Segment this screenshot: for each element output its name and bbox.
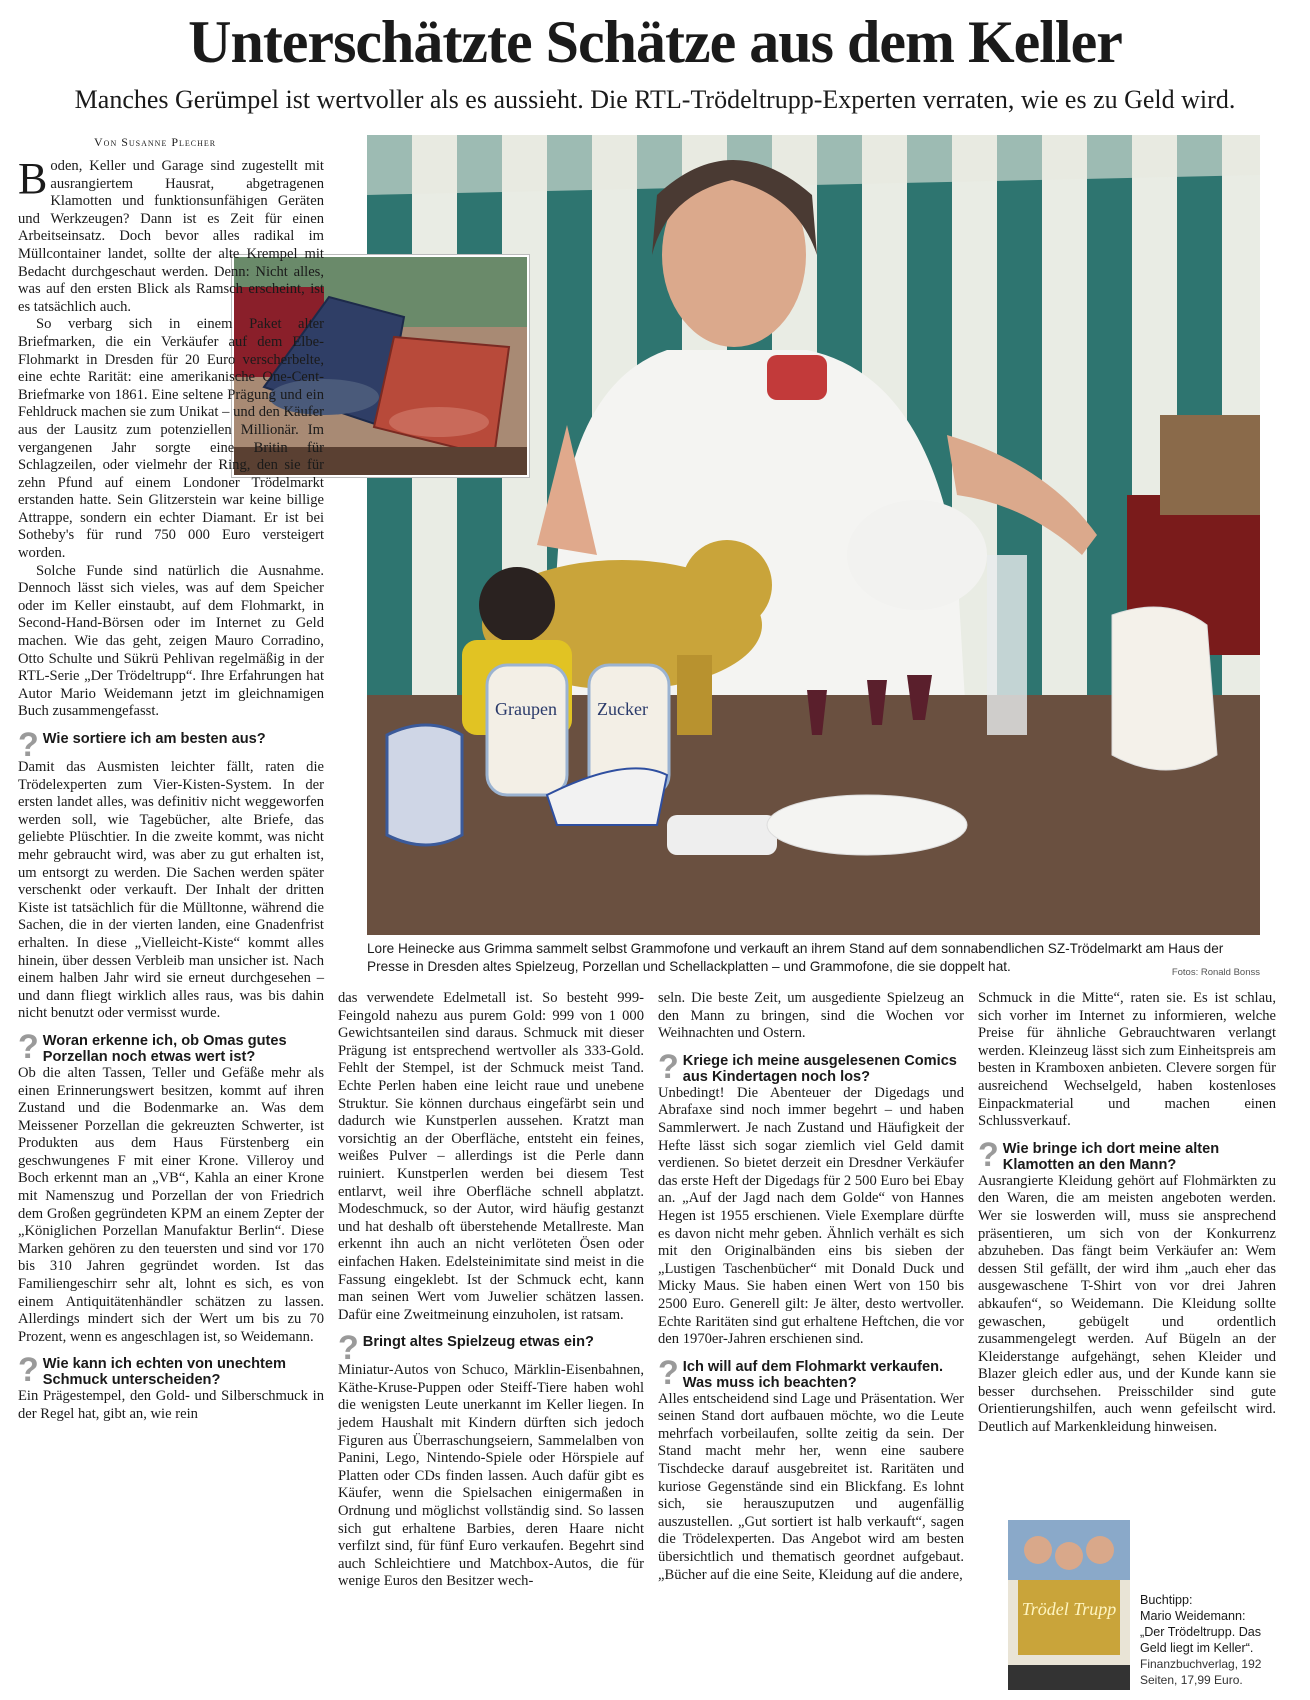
intro-paragraph-3: Solche Funde sind natürlich die Ausnahme. Dennoch lässt sich vieles, was auf dem Speicher oder im Keller einstaubt, auf dem Flohmarkt, in Second-Hand-Börsen oder im Internet zu Geld machen. Wie das geht, zeigen Mauro Corradino, Otto Schulte und Sükrü Pehlivan regelmäßig in der RTL-Serie „Der Trödeltrupp“. Ihre Erfahrungen hat Autor Mario Weidemann jetzt im gleichnamigen Buch zusammengefasst. — [18, 562, 324, 720]
question-6-title: Ich will auf dem Flohmarkt verkaufen. Was muss ich beachten? — [682, 1358, 944, 1391]
photo-credit: Fotos: Ronald Bonss — [1171, 967, 1260, 978]
book-cover-illustration — [1008, 1520, 1130, 1690]
book-tip-author: Mario Weidemann: — [1140, 1609, 1246, 1623]
question-4-title: Bringt altes Spielzeug etwas ein? — [362, 1334, 594, 1351]
question-7 — [978, 1135, 1276, 1174]
drop-cap: B — [18, 154, 48, 203]
column-4-text: Schmuck in die Mitte“, raten sie. Es ist schlau, sich vorher im Internet zu informieren, welche Preise für ähnliche Gebrauchtwaren verlangt werden. Kleinzeug lässt sich zum Einheitspreis am besten in Kramboxen anbieten. Clevere sorgen für ausreichend Wechselgeld, haben kostenloses Einpackmaterial und machen einen Schlussverkauf. — [978, 990, 1276, 1130]
answer-2: Ob die alten Tassen, Teller und Gefäße mehr als einen Erinnerungswert besitzen, kommt auf ihren Zustand und die Bodenmarke an. Was dem Meissener Porzellan die gekreuzten Schwerter, ist Produkten aus dem Haus Fürstenberg ein geschwungenes F mit einer Krone. Villeroy und Boch erkennt man an „VB“, Kahla an einer Krone mit Namenszug und Porzellan der von Friedrich dem Großen gegründeten KPM an einem Zepter der „Königlichen Porzellan Manufaktur Berlin“. Diese Marken gehören zu den teuersten und sind vor 170 bis 310 Jahren gegründet worden. Ist das Familiengeschirr sehr alt, lohnt es sich, es von einem Antiquitätenhändler schätzen zu lassen. Allerdings mindert sich der Wert um bis zu 70 Prozent, wenn es angeschlagen ist, so Weidemann. — [18, 1064, 324, 1345]
book-tip-book: „Der Trödeltrupp. Das Geld liegt im Keller“. — [1140, 1625, 1262, 1655]
column-2 — [338, 990, 644, 1591]
caption-text: Lore Heinecke aus Grimma sammelt selbst Grammofone und verkauft an ihrem Stand auf dem sonnabendlichen SZ-Trödelmarkt am Haus der Presse in Dresden altes Spielzeug, Porzellan und Schellackplatten – und Grammofone, die sie doppelt hat. — [367, 941, 1224, 974]
question-mark-icon: ? — [658, 1353, 679, 1392]
question-5-title: Kriege ich meine ausgelesenen Comics aus Kindertagen noch los? — [682, 1052, 957, 1085]
question-mark-icon: ? — [658, 1047, 679, 1086]
question-2-title: Woran erkenne ich, ob Omas gutes Porzellan noch etwas wert ist? — [42, 1032, 287, 1065]
question-2 — [18, 1027, 324, 1066]
column-2-text: das verwendete Edelmetall ist. So besteht 999-Feingold nahezu aus purem Gold: 999 von 1 000 Gewichtsanteilen sind daraus. Schmuck mit dieser Prägung ist entsprechend wertvoller als 333-Gold. Fehlt der Stempel, ist der Schmuck meist Tand. Echte Perlen haben eine leicht raue und unebene Struktur. Sie können durchaus eingefärbt sein und dadurch wie Kunstperlen aussehen. Kratzt man vorsichtig an der Oberfläche, entsteht ein feines, weißes Pulver – allerdings ist die Perle dann ruiniert. Kunstperlen werden bei diesem Test entlarvt, weil ihre Oberfläche schnell abplatzt. Modeschmuck, so der Autor, wird häufig gestanzt und hat deshalb oft überstehende Metallreste. Man erkennt ihn auch an nicht verlöteten Ösen oder einfachen Haken. Edelsteinimitate sind meist in die Fassung eingeklebt. Ist der Schmuck echt, kann man seinen Wert vom Juwelier schätzen lassen. Dafür eine Zweitmeinung einzuholen, ist ratsam. — [338, 990, 644, 1323]
book-tip — [1140, 1592, 1265, 1688]
question-1 — [18, 726, 324, 764]
subheadline: Manches Gerümpel ist wertvoller als es aussieht. Die RTL-Trödeltrupp-Experten verraten, wie es zu Geld wird. — [74, 85, 1236, 114]
question-5 — [658, 1047, 964, 1086]
author-byline: Von Susanne Plecher — [94, 135, 217, 149]
book-title-art: Trödel Trupp — [1021, 1599, 1117, 1619]
book-cover-image — [1008, 1520, 1130, 1690]
book-tip-publisher: Finanzbuchverlag, 192 Seiten, 17,99 Euro. — [1140, 1657, 1262, 1687]
photo-caption — [367, 940, 1260, 982]
question-mark-icon: ? — [18, 1351, 39, 1390]
question-1-title: Wie sortiere ich am besten aus? — [42, 731, 266, 747]
intro-paragraph-1 — [18, 154, 324, 316]
answer-1: Damit das Ausmisten leichter fällt, raten die Trödelexperten zum Vier-Kisten-System. In der ersten landet alles, was definitiv nicht weggeworfen werden soll, wie Tagebücher, alte Briefe, das geliebte Plüschtier. In die zweite kommt, was nicht mehr gebraucht wird, was aber zu gut erhalten ist, um entsorgt zu werden. Die Sachen werden später verschenkt oder verkauft. Der Inhalt der dritten Kiste ist tatsächlich für die Mülltonne, während die Sachen, die in der vierten landen, eine Gnadenfrist erhalten. In diese „Vielleicht-Kiste“ kommt alles hinein, über dessen Verbleib man unsicher ist. Nach einem halben Jahr wird sie erneut durchgesehen – und dann fliegt wirklich alles raus, was bis dahin nicht benutzt oder vermisst wurde. — [18, 759, 324, 1022]
question-7-title: Wie bringe ich dort meine alten Klamotten an den Mann? — [1002, 1140, 1220, 1173]
intro-p1-text: oden, Keller und Garage sind zugestellt mit ausrangiertem Hausrat, abgetragenen Klamotten und funktionsunfähigen Geräten und Werkzeugen? Dann ist es Zeit für einen Arbeitseinsatz. Doch bevor alles radikal im Müllcontainer landet, sollte der alte Krempel mit Bedacht durchgeschaut werden. Denn: Nicht alles, was auf den ersten Blick als Ramsch erscheint, ist es tatsächlich auch. — [18, 158, 324, 315]
question-mark-icon: ? — [338, 1329, 359, 1368]
intro-paragraph-2: So verbarg sich in einem Paket alter Briefmarken, die ein Verkäufer auf dem Elbe-Flohmarkt in Dresden für 20 Euro verscherbelte, eine echte Rarität: eine amerikanische One-Cent-Briefmarke von 1861. Eine seltene Prägung und ein Fehldruck machen sie zum Unikat – und den Käufer aus der Lausitz zum potenziellen Millionär. Im vergangenen Jahr sorgte eine Britin für Schlagzeilen, oder vielmehr der Ring, den sie für zehn Pfund auf einem Londoner Trödelmarkt erstanden hatte. Sein Glitzerstein war keine billige Attrappe, sondern ein echter Diamant. Er ist bei Sotheby's für rund 750 000 Euro versteigert worden. — [18, 316, 324, 562]
answer-6: Alles entscheidend sind Lage und Präsentation. Wer seinen Stand dort aufbauen möchte, wo die Leute mehrfach vorbeilaufen, sollte zeitig da sein. Der Stand macht mehr her, wenn eine saubere Tischdecke darauf ausgebreitet ist. Raritäten und kuriose Gegenstände sind ein Blickfang. Es lohnt sich, sie herauszuputzen und augenfällig auszustellen. „Gut sortiert ist halb verkauft“, sagen die Trödelexperten. Das Angebot wird am besten übersichtlich und thematisch geordnet aufgebaut. „Bücher auf die eine Seite, Kleidung auf die andere, — [658, 1390, 964, 1583]
jar-label-graupen: Graupen — [495, 699, 557, 719]
question-4 — [338, 1329, 644, 1368]
column-1 — [18, 154, 324, 1424]
question-6 — [658, 1353, 964, 1392]
column-4 — [978, 990, 1276, 1437]
column-3-text: seln. Die beste Zeit, um ausgediente Spielzeug an den Mann zu bringen, sind die Wochen vor Weihnachten und Ostern. — [658, 990, 964, 1042]
answer-5: Unbedingt! Die Abenteuer der Digedags und Abrafaxe sind noch immer begehrt – und haben Sammlerwert. Je nach Zustand und Häufigkeit der Hefte lässt sich sogar ziemlich viel Geld damit verdienen. So bietet derzeit ein Dresdner Verkäufer das erste Heft der Digedags für 2 500 Euro bei Ebay an. „Auf der Jagd nach dem Golde“ von Hannes Hegen ist 1955 erschienen. Viele Exemplare dürfte es davon nicht mehr geben. Ähnlich verhält es sich mit den Originalbänden eins bis sieben der „Lustigen Taschenbücher“ mit Donald Duck und Micky Maus. Sie haben einen Wert von 150 bis 2500 Euro. Generell gilt: Je älter, desto wertvoller. Echte Raritäten sind gut erhaltene Heftchen, die vor den 1970er-Jahren erschienen sind. — [658, 1084, 964, 1348]
headline: Unterschätzte Schätze aus dem Keller — [188, 9, 1122, 75]
answer-7: Ausrangierte Kleidung gehört auf Flohmärkten zu den Waren, die am meisten angeboten werden. Wer sie loswerden will, muss sie ansprechend präsentieren, um sich von der Konkurrenz abzuheben. Das fängt beim Verkäufer an: Wem dessen Stil gefällt, der wird ihm „auch eher das ausgewaschene T-Shirt von vor drei Jahren abkaufen“, so Weidemann. Die Kleidung sollte gewaschen, gebügelt und ordentlich zusammengelegt werden. Auf Bügeln an der Kleiderstange aufgehängt, sehen Kleider und Blazer gleich edler aus, und der Kunde kann sie besser durchsehen. Preisschilder sind gute Orientierungshilfen, auch wenn gefeilscht wird. Deutlich auf Markenkleidung hinweisen. — [978, 1172, 1276, 1436]
jar-label-zucker: Zucker — [597, 699, 648, 719]
question-mark-icon: ? — [18, 726, 39, 764]
column-3 — [658, 990, 964, 1584]
answer-4: Miniatur-Autos von Schuco, Märklin-Eisenbahnen, Käthe-Kruse-Puppen oder Steiff-Tiere haben wohl die wenigsten Leute unerkannt im Keller liegen. In jedem Haushalt mit Kindern dürften sich jedoch Figuren aus Überraschungseiern, Sammelalben von Panini, Lego, Nintendo-Spiele oder Hörspiele auf Platten oder CDs finden lassen. Auch dafür gibt es Käufer, wenn die Spielsachen einigermaßen in Ordnung und möglichst vollständig sind. So lassen sich gut erhaltene Barbies, deren Haare nicht verfilzt sind, für fünf Euro verkaufen. Begehrt sind auch Schleichtiere und Matchbox-Autos, die für wenige Euros den Besitzer wech- — [338, 1362, 644, 1590]
book-tip-title: Buchtipp: — [1140, 1593, 1193, 1607]
question-3-title: Wie kann ich echten von unechtem Schmuck unterscheiden? — [42, 1356, 286, 1389]
answer-3: Ein Prägestempel, den Gold- und Silberschmuck in der Regel hat, gibt an, wie rein — [18, 1388, 324, 1422]
question-3 — [18, 1351, 324, 1390]
question-mark-icon: ? — [18, 1027, 39, 1066]
question-mark-icon: ? — [978, 1135, 999, 1174]
